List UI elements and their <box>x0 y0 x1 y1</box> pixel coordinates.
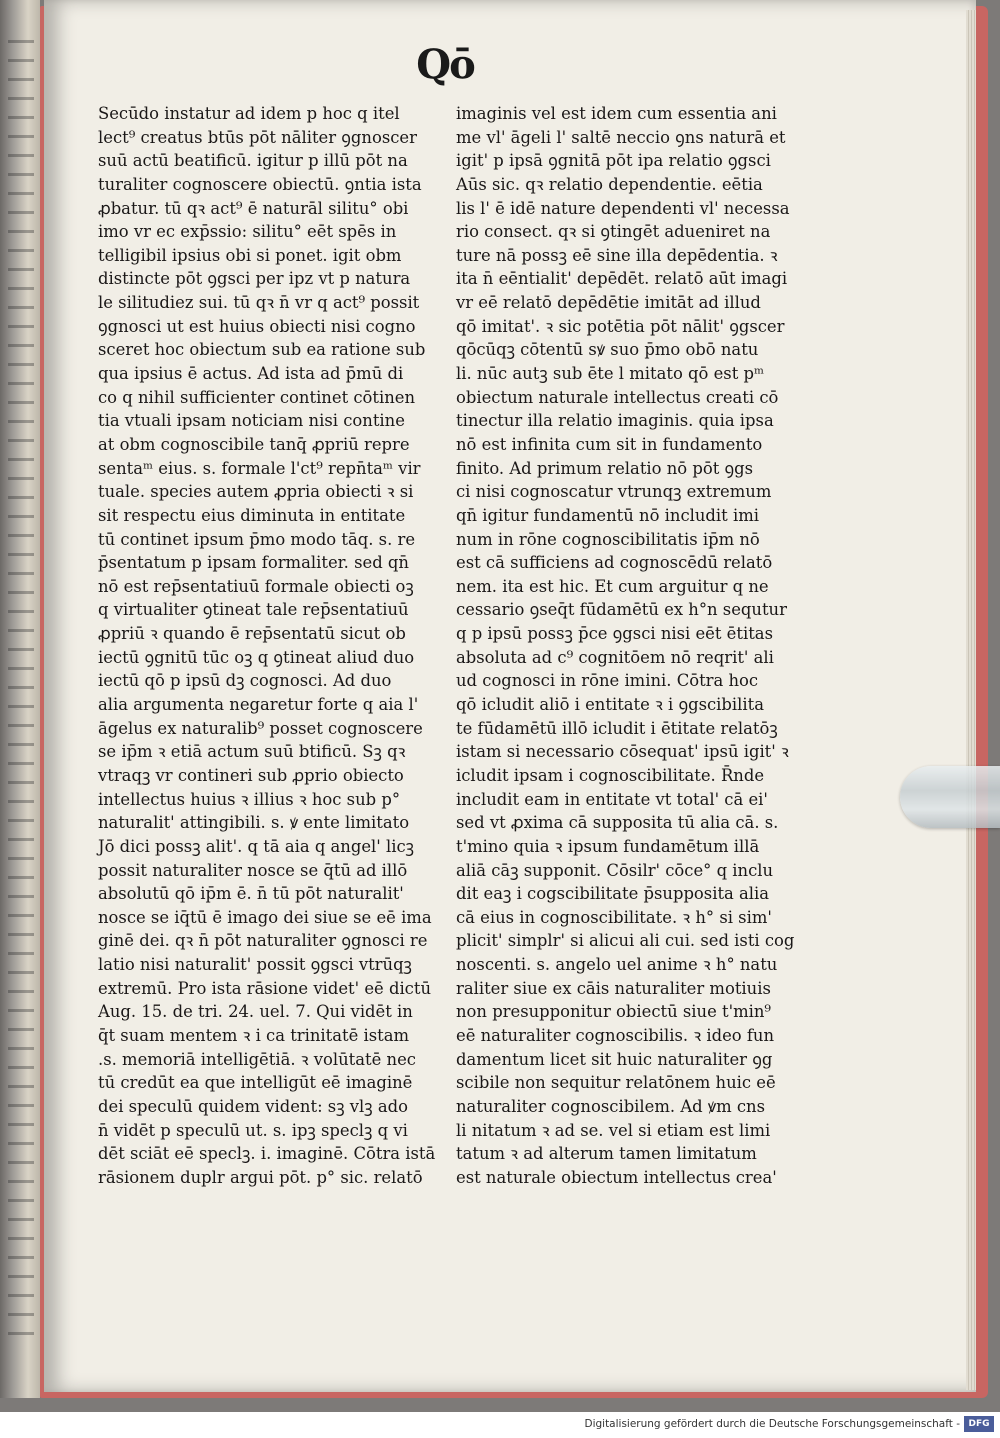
text-line: sit respectu eius diminuta in entitate <box>98 505 406 525</box>
text-line: .s. memoriā intelligētiā. ꝛ volūtatē nec <box>98 1049 416 1069</box>
text-line: damentum licet sit huic naturaliter ꝯg <box>456 1049 773 1069</box>
text-line: aliā cāꝫ supponit. Cōsilr' cōce° q inclu <box>456 860 774 880</box>
text-line: noscenti. s. angelo uel anime ꝛ h° natu <box>456 955 778 975</box>
text-line: me vl' āgeli l' saltē neccio ꝯns naturā et <box>456 127 786 147</box>
text-line: cā eius in cognoscibilitate. ꝛ h° si sim' <box>456 907 772 927</box>
text-line: cessario ꝯseq̄t fūdamētū ex h°n sequtur <box>456 600 787 620</box>
left-text-column <box>98 102 438 1189</box>
text-line: ꝓbatur. tū qꝛ act⁹ ē naturāl silitu° obi <box>98 198 409 218</box>
text-line: igit' p ipsā ꝯgnitā pōt ipa relatio ꝯgsci <box>456 151 771 171</box>
text-line: scibile non sequitur relatōnem huic eē <box>456 1073 776 1093</box>
text-line: dei speculū quidem vident: sꝫ vlꝫ ado <box>98 1096 409 1116</box>
text-line: naturalit' attingibili. s. ꝟ ente limitato <box>98 813 410 833</box>
text-line: imo vr ec exp̄ssio: silitu° eēt spēs in <box>98 222 397 242</box>
text-line: te fūdamētū illō icludit i ētitate relatōꝫ <box>456 718 778 738</box>
text-line: Aūs sic. qꝛ relatio dependentie. eētia <box>456 174 763 194</box>
text-line: li nitatum ꝛ ad se. vel si etiam est limi <box>456 1120 771 1140</box>
text-line: q p ipsū possꝫ p̄ce ꝯgsci nisi eēt ētitas <box>456 624 773 644</box>
text-line: qōcūqꝫ cōtentū sꝟ suo p̄mo obō natu <box>456 340 759 360</box>
text-line: finito. Ad primum relatio nō pōt ꝯgs <box>456 458 754 478</box>
text-line: est naturale obiectum intellectus crea' <box>456 1167 777 1187</box>
text-line: lis l' ē idē nature dependenti vl' necessa <box>456 198 790 218</box>
dfg-logo: DFG <box>964 1416 994 1432</box>
text-line: plicit' simplr' si alicui ali cui. sed isti cog <box>456 931 795 951</box>
text-line: qua ipsius ē actus. Ad ista ad p̄mū di <box>98 364 404 384</box>
text-line: co q nihil sufficienter continet cōtinen <box>98 387 416 407</box>
text-line: qō icludit aliō i entitate ꝛ i ꝯgscibilita <box>456 695 765 715</box>
text-line: icludit ipsam i cognoscibilitate. R̄nde <box>456 765 765 785</box>
text-line: ginē dei. qꝛ n̄ pōt naturaliter ꝯgnosci re <box>98 931 428 951</box>
text-line: rāsionem duplr argui pōt. p° sic. relatō <box>98 1167 423 1187</box>
text-line: sentaᵐ eius. s. formale l'ct⁹ repn̄taᵐ vir <box>98 458 421 478</box>
footer-credit: Digitalisierung gefördert durch die Deutsche Forschungsgemeinschaft - <box>584 1418 960 1430</box>
text-line: distincte pōt ꝯgsci per ipz vt p natura <box>98 269 411 289</box>
text-line: tū credūt ea que intelligūt eē imaginē <box>98 1073 413 1093</box>
text-line: āgelus ex naturalib⁹ posset cognoscere <box>98 718 423 738</box>
text-line: includit eam in entitate vt total' cā ei' <box>456 789 768 809</box>
text-line: nō est infinita cum sit in fundamento <box>456 434 763 454</box>
text-line: alia argumenta negaretur forte q aia l' <box>98 695 419 715</box>
text-line: Aug. 15. de tri. 24. uel. 7. Qui vidēt in <box>98 1002 413 1022</box>
text-line: nem. ita est hic. Et cum arguitur q ne <box>456 576 769 596</box>
running-head: Qō <box>416 41 474 88</box>
text-line: le silitudiez sui. tū qꝛ n̄ vr q act⁹ possit <box>98 293 420 313</box>
right-text-column <box>456 102 796 1189</box>
text-line: p̄sentatum p ipsam formaliter. sed qn̄ <box>98 553 409 573</box>
text-line: ud cognosci in rōne imini. Cōtra hoc <box>456 671 759 691</box>
text-line: sed vt ꝓxima cā supposita tū alia cā. s. <box>456 813 779 833</box>
text-line: naturaliter cognoscibilem. Ad ꝟm cns <box>456 1096 766 1116</box>
text-line: sceret hoc obiectum sub ea ratione sub <box>98 340 426 360</box>
text-line: q̄t suam mentem ꝛ i ca trinitatē istam <box>98 1025 410 1045</box>
text-line: qō imitat'. ꝛ sic potētia pōt nālit' ꝯgscer <box>456 316 785 336</box>
text-line: iectū qō p ipsū dꝫ cognosci. Ad duo <box>98 671 392 691</box>
text-line: raliter siue ex cāis naturaliter motiuis <box>456 978 771 998</box>
text-line: imaginis vel est idem cum essentia ani <box>456 104 777 123</box>
text-line: tatum ꝛ ad alterum tamen limitatum <box>456 1144 757 1164</box>
text-line: at obm cognoscibile tanq̄ ꝓpriū repre <box>98 434 410 454</box>
text-line: nosce se iq̄tū ē imago dei siue se eē ima <box>98 907 432 927</box>
text-line: ita n̄ eēntialit' depēdēt. relatō aūt imagi <box>456 269 788 289</box>
text-line: istam si necessario cōsequat' ipsū igit' ꝛ <box>456 742 789 762</box>
page-edges <box>966 10 976 1390</box>
text-line: eē naturaliter cognoscibilis. ꝛ ideo fun <box>456 1025 775 1045</box>
text-line: telligibil ipsius obi si ponet. igit obm <box>98 245 402 265</box>
text-line: latio nisi naturalit' possit ꝯgsci vtrūqꝫ <box>98 955 412 975</box>
text-line: est cā sufficiens ad cognoscēdū relatō <box>456 553 773 573</box>
left-page-stack <box>0 0 40 1398</box>
text-line: iectū ꝯgnitū tūc oꝫ q ꝯtineat aliud duo <box>98 647 415 667</box>
text-line: obiectum naturale intellectus creati cō <box>456 387 779 407</box>
text-line: tuale. species autem ꝓpria obiecti ꝛ si <box>98 482 414 502</box>
text-line: nō est rep̄sentatiuū formale obiecti oꝫ <box>98 576 414 596</box>
text-line: vtraqꝫ vr contineri sub ꝓprio obiecto <box>98 765 404 785</box>
text-line: lect⁹ creatus btūs pōt nāliter ꝯgnoscer <box>98 127 417 147</box>
text-line: Jō dici possꝫ alit'. q tā aia q angel' licꝫ <box>98 836 415 856</box>
page-clip <box>900 766 1000 828</box>
text-line: q virtualiter ꝯtineat tale rep̄sentatiuū <box>98 600 409 620</box>
text-line: absoluta ad c⁹ cognitōem nō reqrit' ali <box>456 647 774 667</box>
text-line: tia vtuali ipsam noticiam nisi contine <box>98 411 405 431</box>
text-line: dēt sciāt eē speclꝫ. i. imaginē. Cōtra istā <box>98 1144 436 1164</box>
text-line: rio consect. qꝛ si ꝯtingēt adueniret na <box>456 222 771 242</box>
text-line: intellectus huius ꝛ illius ꝛ hoc sub p° <box>98 789 401 809</box>
text-line: ci nisi cognoscatur vtrunqꝫ extremum <box>456 482 772 502</box>
text-line: ꝓpriū ꝛ quando ē rep̄sentatū sicut ob <box>98 624 406 644</box>
text-line: suū actū beatificū. igitur p illū pōt na <box>98 151 408 171</box>
text-line: li. nūc autꝫ sub ēte l mitato qō est pᵐ <box>456 364 765 384</box>
text-line: ture nā possꝫ eē sine illa depēdentia. ꝛ <box>456 245 778 265</box>
text-line: vr eē relatō depēdētie imitāt ad illud <box>456 293 761 313</box>
text-line: absolutū qō ip̄m ē. n̄ tū pōt naturalit' <box>98 884 404 904</box>
text-line: num in rōne cognoscibilitatis ip̄m nō <box>456 529 760 549</box>
text-line: t'mino quia ꝛ ipsum fundamētum illā <box>456 836 760 856</box>
text-line: possit naturaliter nosce se q̄tū ad illō <box>98 860 408 880</box>
text-line: n̄ vidēt p speculū ut. s. ipꝫ speclꝫ q vi <box>98 1120 408 1140</box>
text-line: qn̄ igitur fundamentū nō includit imi <box>456 505 759 525</box>
text-line: Secūdo instatur ad idem p hoc q itel <box>98 104 400 123</box>
text-line: tinectur illa relatio imaginis. quia ipsa <box>456 411 774 431</box>
text-line: turaliter cognoscere obiectū. ꝯntia ista <box>98 174 422 194</box>
text-line: non presupponitur obiectū siue t'min⁹ <box>456 1002 771 1022</box>
text-line: ꝯgnosci ut est huius obiecti nisi cogno <box>98 316 416 336</box>
text-line: se ip̄m ꝛ etiā actum suū btificū. Sꝫ qꝛ <box>98 742 406 762</box>
text-line: tū continet ipsum p̄mo modo tāq. s. re <box>98 529 416 549</box>
text-line: extremū. Pro ista rāsione videt' eē dictū <box>98 978 432 998</box>
text-line: dit eaꝫ i cogscibilitate p̄supposita alia <box>456 884 770 904</box>
